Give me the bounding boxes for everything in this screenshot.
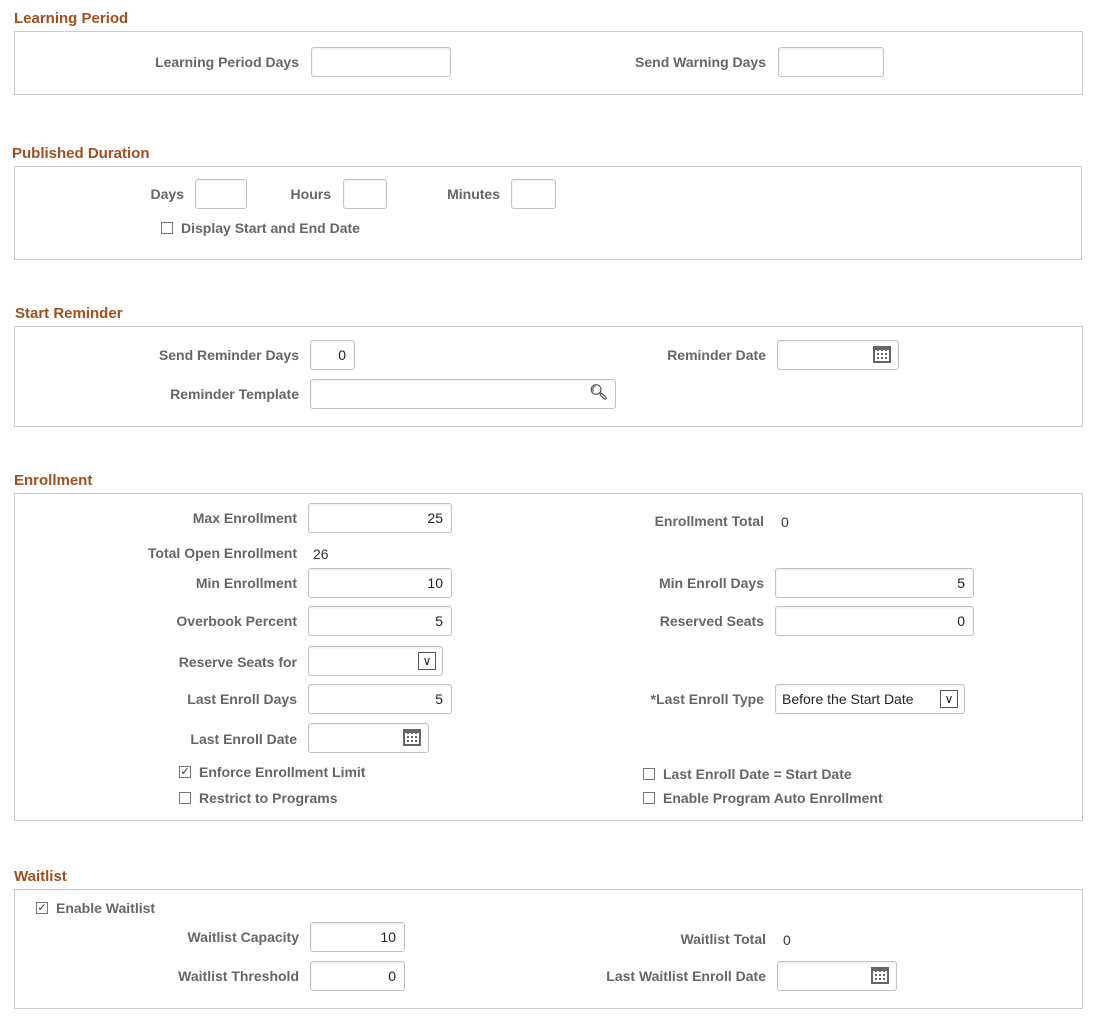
restrict-to-programs-checkbox[interactable] xyxy=(179,792,191,804)
overbook-percent-label: Overbook Percent xyxy=(176,613,297,629)
waitlist-threshold-label: Waitlist Threshold xyxy=(178,968,299,984)
last-enroll-date-input[interactable] xyxy=(308,723,429,753)
total-open-enrollment-value: 26 xyxy=(313,546,329,562)
total-open-enrollment-label: Total Open Enrollment xyxy=(147,545,297,561)
learning-period-days-label: Learning Period Days xyxy=(155,54,299,70)
min-enrollment-label: Min Enrollment xyxy=(195,575,297,591)
waitlist-capacity-label: Waitlist Capacity xyxy=(187,929,299,945)
reminder-template-input[interactable] xyxy=(310,379,616,409)
waitlist-threshold-input[interactable]: 0 xyxy=(310,961,405,991)
section-title-enrollment: Enrollment xyxy=(14,472,93,489)
last-enroll-days-input[interactable]: 5 xyxy=(308,684,452,714)
last-enroll-type-value: Before the Start Date xyxy=(782,691,914,707)
enrollment-total-value: 0 xyxy=(781,514,789,530)
enforce-enrollment-limit-label: Enforce Enrollment Limit xyxy=(199,764,366,780)
search-icon[interactable]: 🔍︎ xyxy=(588,384,608,401)
hours-input[interactable] xyxy=(343,179,387,209)
calendar-icon[interactable] xyxy=(871,967,889,984)
reserve-seats-for-label: Reserve Seats for xyxy=(178,654,297,670)
enable-waitlist-checkbox[interactable]: ✓ xyxy=(37,902,47,914)
overbook-percent-input[interactable]: 5 xyxy=(308,606,452,636)
reserved-seats-input[interactable]: 0 xyxy=(775,606,974,636)
reserved-seats-label: Reserved Seats xyxy=(659,613,764,629)
section-title-published-duration: Published Duration xyxy=(12,145,150,162)
last-waitlist-enroll-date-label: Last Waitlist Enroll Date xyxy=(606,968,766,984)
minutes-label: Minutes xyxy=(447,186,500,202)
max-enrollment-input[interactable]: 25 xyxy=(308,503,452,533)
restrict-to-programs-label: Restrict to Programs xyxy=(199,790,338,806)
min-enroll-days-input[interactable]: 5 xyxy=(775,568,974,598)
auto-enrollment-checkbox[interactable] xyxy=(643,792,655,804)
last-waitlist-enroll-date-input[interactable] xyxy=(777,961,897,991)
chevron-down-icon[interactable]: ∨ xyxy=(940,690,958,708)
section-title-start-reminder: Start Reminder xyxy=(15,305,123,322)
reserve-seats-for-select[interactable] xyxy=(308,646,443,676)
send-warning-days-label: Send Warning Days xyxy=(635,54,766,70)
last-enroll-equals-start-label: Last Enroll Date = Start Date xyxy=(663,766,852,782)
last-enroll-type-label: *Last Enroll Type xyxy=(650,691,764,707)
send-reminder-days-label: Send Reminder Days xyxy=(158,347,299,363)
calendar-icon[interactable] xyxy=(403,729,421,746)
reminder-date-input[interactable] xyxy=(777,340,899,370)
days-input[interactable] xyxy=(195,179,247,209)
send-reminder-days-input[interactable]: 0 xyxy=(310,340,355,370)
last-enroll-equals-start-checkbox[interactable] xyxy=(643,768,655,780)
section-title-waitlist: Waitlist xyxy=(14,868,67,885)
waitlist-total-value: 0 xyxy=(783,932,791,948)
calendar-icon[interactable] xyxy=(873,346,891,363)
last-enroll-days-label: Last Enroll Days xyxy=(187,691,297,707)
reminder-template-label: Reminder Template xyxy=(170,386,299,402)
enrollment-total-label: Enrollment Total xyxy=(654,513,764,529)
waitlist-box xyxy=(14,889,1083,1009)
days-label: Days xyxy=(150,186,184,202)
max-enrollment-label: Max Enrollment xyxy=(192,510,297,526)
display-dates-label: Display Start and End Date xyxy=(181,220,360,236)
min-enrollment-input[interactable]: 10 xyxy=(308,568,452,598)
send-warning-days-input[interactable] xyxy=(778,47,884,77)
waitlist-capacity-input[interactable]: 10 xyxy=(310,922,405,952)
start-reminder-box xyxy=(14,326,1083,427)
enrollment-box xyxy=(14,493,1083,821)
waitlist-total-label: Waitlist Total xyxy=(680,931,766,947)
enforce-enrollment-limit-checkbox[interactable]: ✓ xyxy=(180,766,190,778)
last-enroll-type-select[interactable] xyxy=(775,684,965,714)
last-enroll-date-label: Last Enroll Date xyxy=(190,731,297,747)
reminder-date-label: Reminder Date xyxy=(667,347,766,363)
enable-waitlist-label: Enable Waitlist xyxy=(56,900,156,916)
chevron-down-icon[interactable]: ∨ xyxy=(418,652,436,670)
auto-enrollment-label: Enable Program Auto Enrollment xyxy=(663,790,883,806)
learning-period-days-input[interactable] xyxy=(311,47,451,77)
minutes-input[interactable] xyxy=(511,179,556,209)
hours-label: Hours xyxy=(290,186,331,202)
min-enroll-days-label: Min Enroll Days xyxy=(658,575,764,591)
section-title-learning-period: Learning Period xyxy=(14,10,129,27)
display-dates-checkbox[interactable] xyxy=(161,222,173,234)
